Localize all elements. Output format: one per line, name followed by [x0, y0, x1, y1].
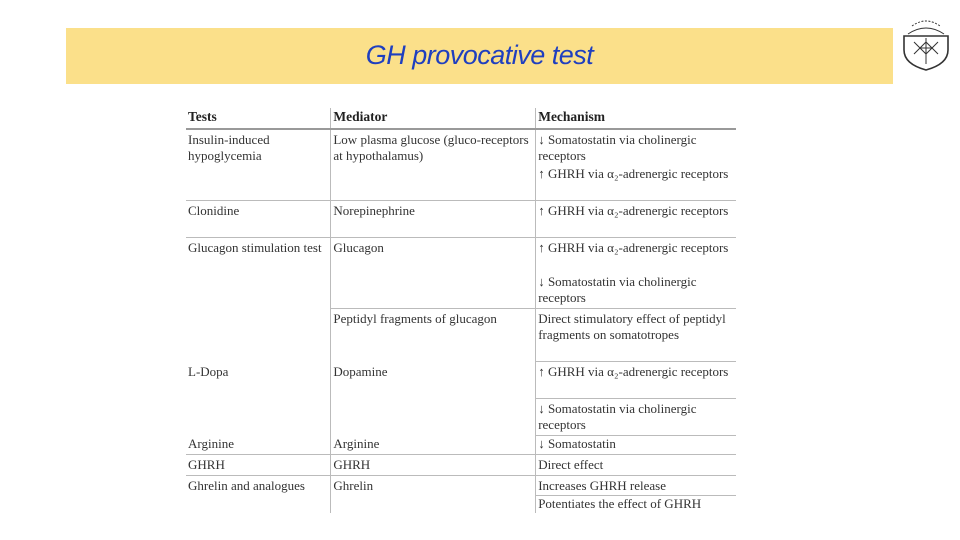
test-cell: Arginine — [188, 435, 234, 451]
crest-icon — [900, 14, 952, 72]
mechanism-cell: ↑ GHRH via α₂-adrenergic receptors — [536, 166, 736, 201]
col-header-mediator: Mediator — [331, 108, 536, 129]
mediator-cell: Dopamine — [331, 362, 536, 436]
table-row — [186, 436, 736, 455]
table-row — [186, 362, 736, 399]
test-cell: L-Dopa — [188, 363, 229, 379]
mechanism-cell: ↓ Somatostatin via cholinergic receptors — [536, 274, 736, 309]
mediator-cell: GHRH — [331, 454, 536, 475]
test-cell: Glucagon stimulation test — [186, 238, 331, 362]
mediator-cell: Glucagon — [331, 238, 536, 309]
table-row — [186, 238, 736, 275]
mediator-cell: Low plasma glucose (gluco-receptors at hypothalamus) — [331, 129, 536, 201]
col-header-tests: Tests — [186, 108, 331, 129]
test-cell: Ghrelin and analogues — [186, 475, 331, 513]
col-header-mechanism: Mechanism — [536, 108, 736, 129]
mediator-cell: Norepinephrine — [331, 201, 536, 238]
mechanism-cell: ↑ GHRH via α₂-adrenergic receptors — [536, 362, 736, 399]
title-banner — [66, 28, 893, 84]
mechanism-cell: Direct effect — [536, 454, 736, 475]
mechanism-cell: ↓ Somatostatin via cholinergic receptors — [536, 399, 736, 436]
mechanism-cell: ↑ GHRH via α₂-adrenergic receptors — [536, 201, 736, 238]
mechanism-cell: Potentiates the effect of GHRH — [536, 495, 736, 513]
table-row — [186, 129, 736, 166]
mechanism-cell: ↓ Somatostatin — [536, 436, 736, 455]
test-cell: GHRH — [186, 454, 331, 475]
gh-test-table — [186, 108, 736, 513]
table-header-row — [186, 108, 736, 129]
mechanism-cell: Increases GHRH release — [536, 475, 736, 495]
test-cell: Insulin-induced hypoglycemia — [188, 132, 270, 163]
mediator-cell: Peptidyl fragments of glucagon — [331, 309, 536, 362]
mediator-cell: Ghrelin — [331, 475, 536, 513]
page-title: GH provocative test — [365, 40, 594, 70]
mediator-cell: Arginine — [331, 436, 536, 455]
table-row — [186, 201, 736, 238]
mechanism-cell: ↑ GHRH via α₂-adrenergic receptors — [536, 238, 736, 275]
test-cell: Clonidine — [186, 201, 331, 238]
table-row — [186, 454, 736, 475]
table-row — [186, 475, 736, 495]
mechanism-cell: ↓ Somatostatin via cholinergic receptors — [536, 129, 736, 166]
mechanism-cell: Direct stimulatory effect of peptidyl fragments on somatotropes — [536, 309, 736, 362]
